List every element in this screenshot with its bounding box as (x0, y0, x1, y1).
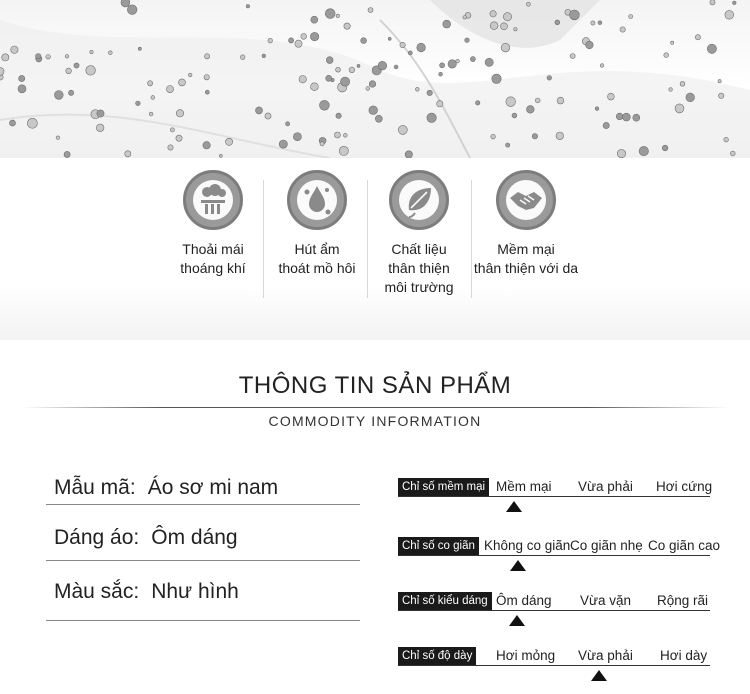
rhinestone (514, 28, 517, 31)
rhinestone (591, 21, 595, 25)
rhinestone (439, 72, 443, 76)
rhinestone (415, 87, 419, 91)
scale-option: Hơi dày (660, 648, 708, 663)
rhinestone (204, 75, 209, 80)
rhinestone (136, 101, 141, 106)
rhinestone (357, 64, 360, 67)
rhinestone (56, 136, 60, 140)
info-value: Như hình (151, 580, 239, 603)
leaf-icon (399, 180, 439, 220)
rhinestone (336, 113, 341, 118)
scale-label: Chỉ số kiểu dáng (398, 592, 492, 610)
rhinestone (66, 68, 72, 74)
ventilation-icon (193, 180, 233, 220)
feature-absorbent (265, 170, 369, 278)
handshake-icon (506, 180, 546, 220)
rhinestone (246, 5, 249, 8)
rhinestone (366, 87, 370, 91)
rhinestone (289, 38, 294, 43)
rhinestone (138, 47, 141, 50)
info-divider (46, 620, 360, 621)
rhinestone (730, 151, 735, 156)
feature-label: Thoải mái thoáng khí (180, 241, 246, 276)
rhinestone (361, 38, 367, 44)
rhinestone (148, 81, 153, 86)
rhinestone (378, 61, 387, 70)
rhinestone (695, 35, 700, 40)
rhinestone (256, 107, 263, 114)
rhinestone (448, 60, 456, 68)
rhinestone (440, 63, 445, 68)
rhinestone (286, 122, 290, 126)
info-row-model (54, 476, 278, 500)
rhinestone (443, 20, 451, 28)
rhinestone (456, 59, 460, 63)
scale-label: Chỉ số độ dày (398, 647, 476, 665)
rhinestone (336, 67, 341, 72)
rhinestone (375, 115, 382, 122)
rhinestone (526, 2, 530, 6)
scale-fit (398, 592, 710, 632)
scale-softness (398, 478, 713, 518)
rhinestone (616, 113, 623, 120)
section-subtitle: COMMODITY INFORMATION (268, 413, 482, 429)
rhinestone (179, 79, 186, 86)
rhinestone (344, 23, 350, 29)
rhinestone (121, 0, 130, 7)
rhinestone (320, 142, 324, 146)
scale-bar (398, 555, 710, 556)
scale-bar (398, 665, 710, 666)
rhinestone (595, 107, 599, 111)
rhinestone (417, 43, 426, 52)
rhinestone (547, 76, 552, 81)
rhinestone (512, 113, 517, 118)
rhinestone-shirt-image (0, 0, 750, 158)
feature-eco-material (367, 170, 471, 297)
rhinestone (226, 138, 233, 145)
rhinestone (369, 81, 376, 88)
feature-label: Mềm mại thân thiện với da (473, 241, 579, 276)
rhinestone (707, 44, 716, 53)
rhinestone (334, 132, 340, 138)
rhinestone (108, 51, 112, 55)
section-title: THÔNG TIN SẢN PHẨM (238, 372, 512, 399)
info-divider (46, 504, 360, 505)
feature-breathable (161, 170, 265, 278)
scale-option: Co giãn cao (648, 538, 721, 553)
rhinestone (127, 5, 137, 15)
info-row-color (54, 580, 239, 604)
rhinestone (90, 50, 93, 53)
feature-label: Hút ẩm thoát mồ hôi (278, 241, 356, 276)
rhinestone (506, 143, 510, 147)
rhinestone (556, 132, 564, 140)
rhinestone (639, 146, 648, 155)
rhinestone (299, 76, 306, 83)
scale-bar (398, 610, 710, 611)
rhinestone (463, 15, 467, 19)
scale-marker (509, 615, 525, 626)
rhinestone (310, 32, 318, 40)
info-value: Ôm dáng (151, 526, 238, 549)
rhinestone (10, 120, 16, 126)
info-row-fit (54, 526, 238, 550)
info-key: Mẫu mã: (54, 476, 136, 499)
rhinestone (733, 1, 737, 5)
rhinestone (240, 55, 245, 60)
info-key: Màu sắc: (54, 580, 140, 603)
scale-option: Hơi cứng (656, 479, 713, 494)
scale-marker (510, 560, 526, 571)
rhinestone (662, 145, 668, 151)
rhinestone (664, 53, 669, 58)
rhinestone (343, 133, 347, 137)
rhinestone (96, 124, 104, 132)
feature-skin-friendly (470, 170, 582, 278)
rhinestone (151, 96, 155, 100)
rhinestone (600, 64, 604, 68)
rhinestone (620, 27, 625, 32)
rhinestone (608, 93, 615, 100)
rhinestone (219, 154, 222, 157)
rhinestone (503, 13, 511, 21)
rhinestone (176, 110, 183, 117)
rhinestone (301, 34, 307, 40)
divider (263, 180, 264, 298)
rhinestone (325, 9, 335, 19)
rhinestone (527, 106, 535, 114)
rhinestone (311, 16, 318, 23)
rhinestone (18, 85, 26, 93)
rhinestone (501, 23, 508, 30)
rhinestone (617, 149, 625, 157)
rhinestone (279, 140, 287, 148)
scale-option: Ôm dáng (496, 593, 552, 608)
rhinestone (326, 57, 333, 64)
rhinestone (724, 137, 729, 142)
scale-option: Vừa phải (578, 648, 633, 663)
scale-thickness (398, 647, 710, 687)
rhinestone (470, 57, 475, 62)
rhinestone (168, 145, 173, 150)
rhinestone (65, 55, 69, 59)
rhinestone (97, 110, 104, 117)
rhinestone (669, 88, 673, 92)
info-divider (46, 560, 360, 561)
rhinestone (369, 106, 378, 115)
rhinestone (675, 104, 684, 113)
rhinestone (603, 122, 609, 128)
rhinestone (491, 134, 496, 139)
rhinestone (265, 113, 271, 119)
rhinestone (203, 142, 210, 149)
rhinestone (465, 38, 470, 43)
scale-option: Hơi mỏng (496, 648, 556, 663)
rhinestone (485, 58, 493, 66)
rhinestone (680, 81, 685, 86)
rhinestone (586, 41, 594, 49)
rhinestone (570, 10, 580, 20)
rhinestone (176, 135, 182, 141)
rhinestone (398, 125, 407, 134)
rhinestone (293, 133, 301, 141)
rhinestone (170, 128, 174, 132)
scale-bar (398, 496, 710, 497)
rhinestone (427, 113, 436, 122)
scale-option: Không co giãn (484, 538, 571, 553)
rhinestone (437, 101, 443, 107)
rhinestone (598, 21, 602, 25)
scale-marker (506, 501, 522, 512)
rhinestone (311, 83, 319, 91)
rhinestone (166, 86, 173, 93)
rhinestone (400, 42, 405, 47)
scale-option: Mềm mại (496, 479, 552, 494)
rhinestone (2, 54, 9, 61)
rhinestone (74, 63, 79, 68)
rhinestone (27, 118, 37, 128)
rhinestone (405, 151, 412, 158)
rhinestone (368, 8, 373, 13)
rhinestone (341, 77, 350, 86)
rhinestone (295, 40, 302, 47)
rhinestone (86, 66, 96, 76)
rhinestone (349, 67, 355, 73)
rhinestone (262, 54, 266, 58)
scale-stretch (398, 537, 721, 577)
rhinestone (19, 75, 25, 81)
rhinestone (408, 51, 412, 55)
rhinestone (149, 112, 153, 116)
rhinestone (11, 46, 18, 53)
rhinestone (629, 15, 633, 19)
rhinestone (339, 146, 348, 155)
rhinestone (506, 97, 516, 107)
title-divider (22, 407, 728, 408)
scale-option: Rộng rãi (657, 593, 709, 608)
rhinestone (205, 90, 209, 94)
rhinestone (725, 10, 734, 19)
rhinestone (476, 101, 480, 105)
rhinestone (490, 11, 496, 17)
rhinestone (555, 20, 560, 25)
rhinestone (336, 14, 339, 17)
rhinestone (633, 114, 640, 121)
rhinestone (719, 93, 724, 98)
rhinestone (501, 43, 510, 52)
rhinestone (490, 22, 498, 30)
feature-label: Chất liệu thân thiện môi trường (384, 241, 454, 295)
droplet-icon (297, 180, 337, 220)
rhinestone (188, 73, 192, 77)
rhinestone (268, 38, 273, 43)
scale-label: Chỉ số mềm mại (398, 478, 489, 496)
product-photo (0, 0, 750, 158)
scale-label: Chỉ số co giãn (398, 537, 479, 555)
rhinestone (535, 98, 540, 103)
rhinestone (557, 97, 564, 104)
rhinestone (320, 100, 330, 110)
rhinestone (623, 113, 631, 121)
rhinestone (718, 80, 721, 83)
rhinestone (671, 41, 674, 44)
features-band (0, 158, 750, 340)
rhinestone (686, 93, 695, 102)
rhinestone (36, 54, 41, 59)
scale-option: Vừa phải (578, 479, 633, 494)
rhinestone (388, 37, 391, 40)
rhinestone (46, 55, 51, 60)
rhinestone (394, 65, 398, 69)
rhinestone (205, 54, 210, 59)
rhinestone (326, 75, 332, 81)
rhinestone (532, 134, 537, 139)
scale-option: Co giãn nhẹ (570, 538, 643, 553)
rhinestone (125, 151, 131, 157)
rhinestone (710, 0, 715, 5)
info-key: Dáng áo: (54, 526, 140, 549)
info-value: Áo sơ mi nam (147, 476, 279, 499)
rhinestone (54, 91, 63, 100)
scale-option: Vừa vặn (580, 593, 632, 608)
scale-marker (591, 670, 607, 681)
rhinestone (427, 90, 432, 95)
rhinestone (570, 54, 575, 59)
rhinestone (69, 90, 74, 95)
rhinestone (64, 151, 70, 157)
rhinestone (492, 74, 501, 83)
